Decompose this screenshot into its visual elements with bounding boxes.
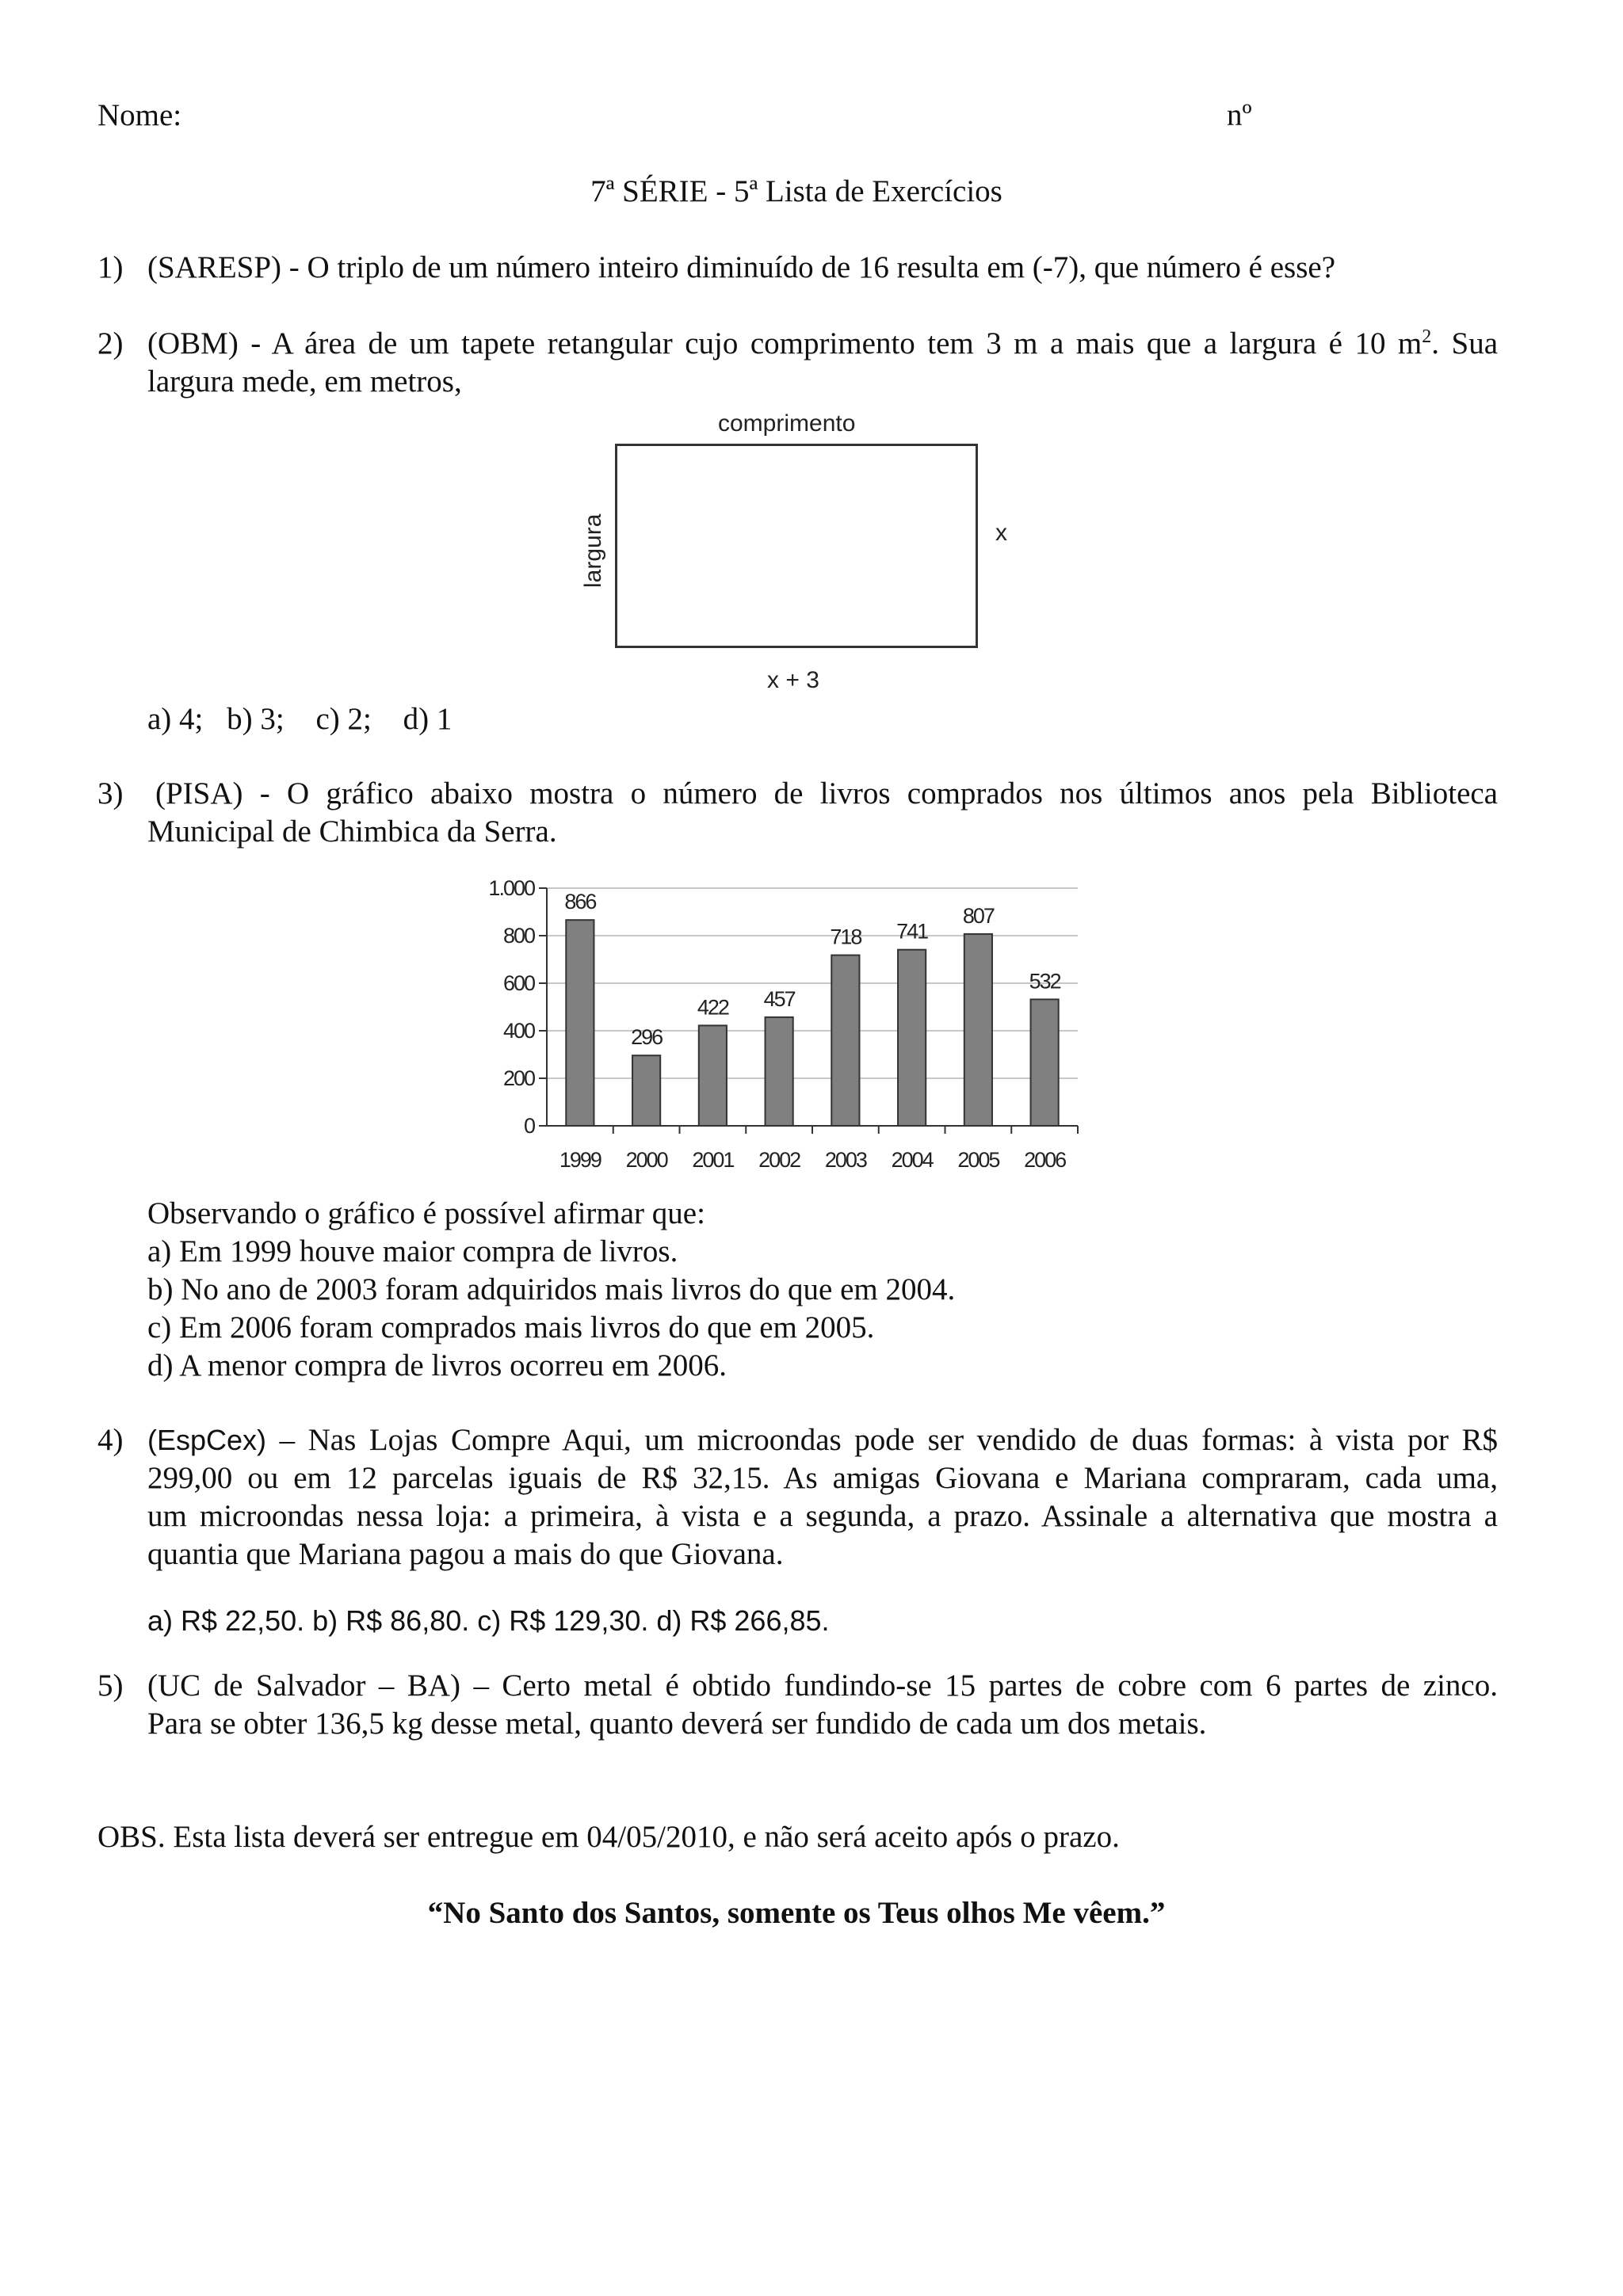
q3-option-d: d) A menor compra de livros ocorreu em 2006. [147,1348,727,1383]
bar [1031,999,1059,1126]
q2-option-c: c) 2; [315,702,372,736]
q3-text [147,775,1498,851]
y-tick-label: 800 [502,924,534,948]
q4-text-line3: um microondas nessa loja: a primeira, à vista e a segunda, a prazo. Assinale a alternativa que mostra a [147,1499,1498,1533]
q4-text [147,1421,1498,1573]
q2-text-main: (OBM) - A área de um tapete retangular cujo comprimento tem 3 m a mais que a largura é 10 m [147,326,1423,360]
q1-number: 1) [97,250,124,284]
diagram-bottom-label: x + 3 [767,667,819,693]
bar [831,955,859,1126]
q4-source: (EspCex) [147,1424,267,1456]
q2-superscript: 2 [1422,326,1432,347]
x-tick-label: 2002 [758,1148,800,1172]
q2-text-tail: . Sua [1431,326,1499,360]
q3-number: 3) [97,776,124,810]
y-tick-label: 1.000 [488,876,534,900]
q4-text-line4: quantia que Mariana pagou a mais do que Giovana. [147,1537,784,1571]
x-tick-label: 2004 [891,1148,933,1172]
q1-text: (SARESP) - O triplo de um número inteiro diminuído de 16 resulta em (-7), que número é esse? [147,250,1336,284]
x-tick-label: 2005 [957,1148,999,1172]
q5-number: 5) [97,1669,124,1703]
q4-options: a) R$ 22,50. b) R$ 86,80. c) R$ 129,30. d) R$ 266,85. [147,1604,830,1637]
closing-quote: “No Santo dos Santos, somente os Teus olhos Me vêem.” [427,1896,1166,1930]
data-label: 532 [1029,969,1060,994]
data-label: 422 [697,995,728,1020]
data-label: 457 [763,986,795,1011]
q5-text [147,1667,1498,1743]
x-tick-label: 1999 [559,1148,601,1172]
bar [632,1055,660,1126]
books-bar-chart [475,868,1094,1184]
bar [766,1017,793,1126]
number-label: nº [1227,98,1252,132]
q2-text [147,325,1498,401]
x-tick-label: 2001 [692,1148,734,1172]
q5-text-line2: Para se obter 136,5 kg desse metal, quanto deverá ser fundido de cada um dos metais. [147,1707,1207,1741]
q2-options [147,700,452,738]
y-tick-label: 0 [523,1114,534,1138]
q4-number: 4) [97,1423,124,1457]
y-tick-label: 600 [502,971,534,995]
obs-note: OBS. Esta lista deverá ser entregue em 04/05/2010, e não será aceito após o prazo. [97,1820,1120,1854]
q2-option-a: a) 4; [147,702,204,736]
data-label: 866 [564,890,596,914]
diagram-top-label: comprimento [718,410,856,437]
bar [964,934,992,1126]
data-label: 296 [631,1025,663,1050]
bar [898,950,926,1126]
q4-text-line1: – Nas Lojas Compre Aqui, um microondas pode ser vendido de duas formas: à vista por R$ [266,1423,1498,1457]
q2-option-d: d) 1 [403,702,453,736]
q3-text-line1: (PISA) - O gráfico abaixo mostra o número de livros comprados nos últimos anos pela Biblioteca [155,776,1498,810]
q3-text-line2: Municipal de Chimbica da Serra. [147,814,557,849]
x-tick-label: 2003 [824,1148,866,1172]
bar [699,1025,727,1126]
name-label: Nome: [97,98,182,132]
rectangle-shape [615,444,978,648]
q4-text-line2: 299,00 ou em 12 parcelas iguais de R$ 32,15. As amigas Giovana e Mariana compraram, cada uma, [147,1461,1498,1495]
y-tick-label: 400 [502,1019,534,1043]
q3-prompt: Observando o gráfico é possível afirmar que: [147,1196,705,1230]
q2-text-line2: largura mede, em metros, [147,364,462,399]
y-tick-label: 200 [502,1066,534,1090]
q3-option-c: c) Em 2006 foram comprados mais livros do que em 2005. [147,1310,875,1344]
bar [566,920,594,1126]
q3-option-b: b) No ano de 2003 foram adquiridos mais livros do que em 2004. [147,1272,956,1306]
page-title: 7ª SÉRIE - 5ª Lista de Exercícios [590,174,1002,208]
data-label: 718 [830,925,861,949]
q3-answers [147,1195,1498,1385]
diagram-left-label: largura [580,513,606,588]
x-tick-label: 2006 [1024,1148,1066,1172]
q3-option-a: a) Em 1999 houve maior compra de livros. [147,1234,678,1268]
data-label: 807 [962,903,994,928]
q2-option-b: b) 3; [227,702,285,736]
x-tick-label: 2000 [625,1148,667,1172]
q2-number: 2) [97,326,124,360]
diagram-right-label: x [995,520,1007,546]
q5-text-line1: (UC de Salvador – BA) – Certo metal é obtido fundindo-se 15 partes de cobre com 6 partes de zinco. [147,1669,1498,1703]
data-label: 741 [896,919,928,944]
